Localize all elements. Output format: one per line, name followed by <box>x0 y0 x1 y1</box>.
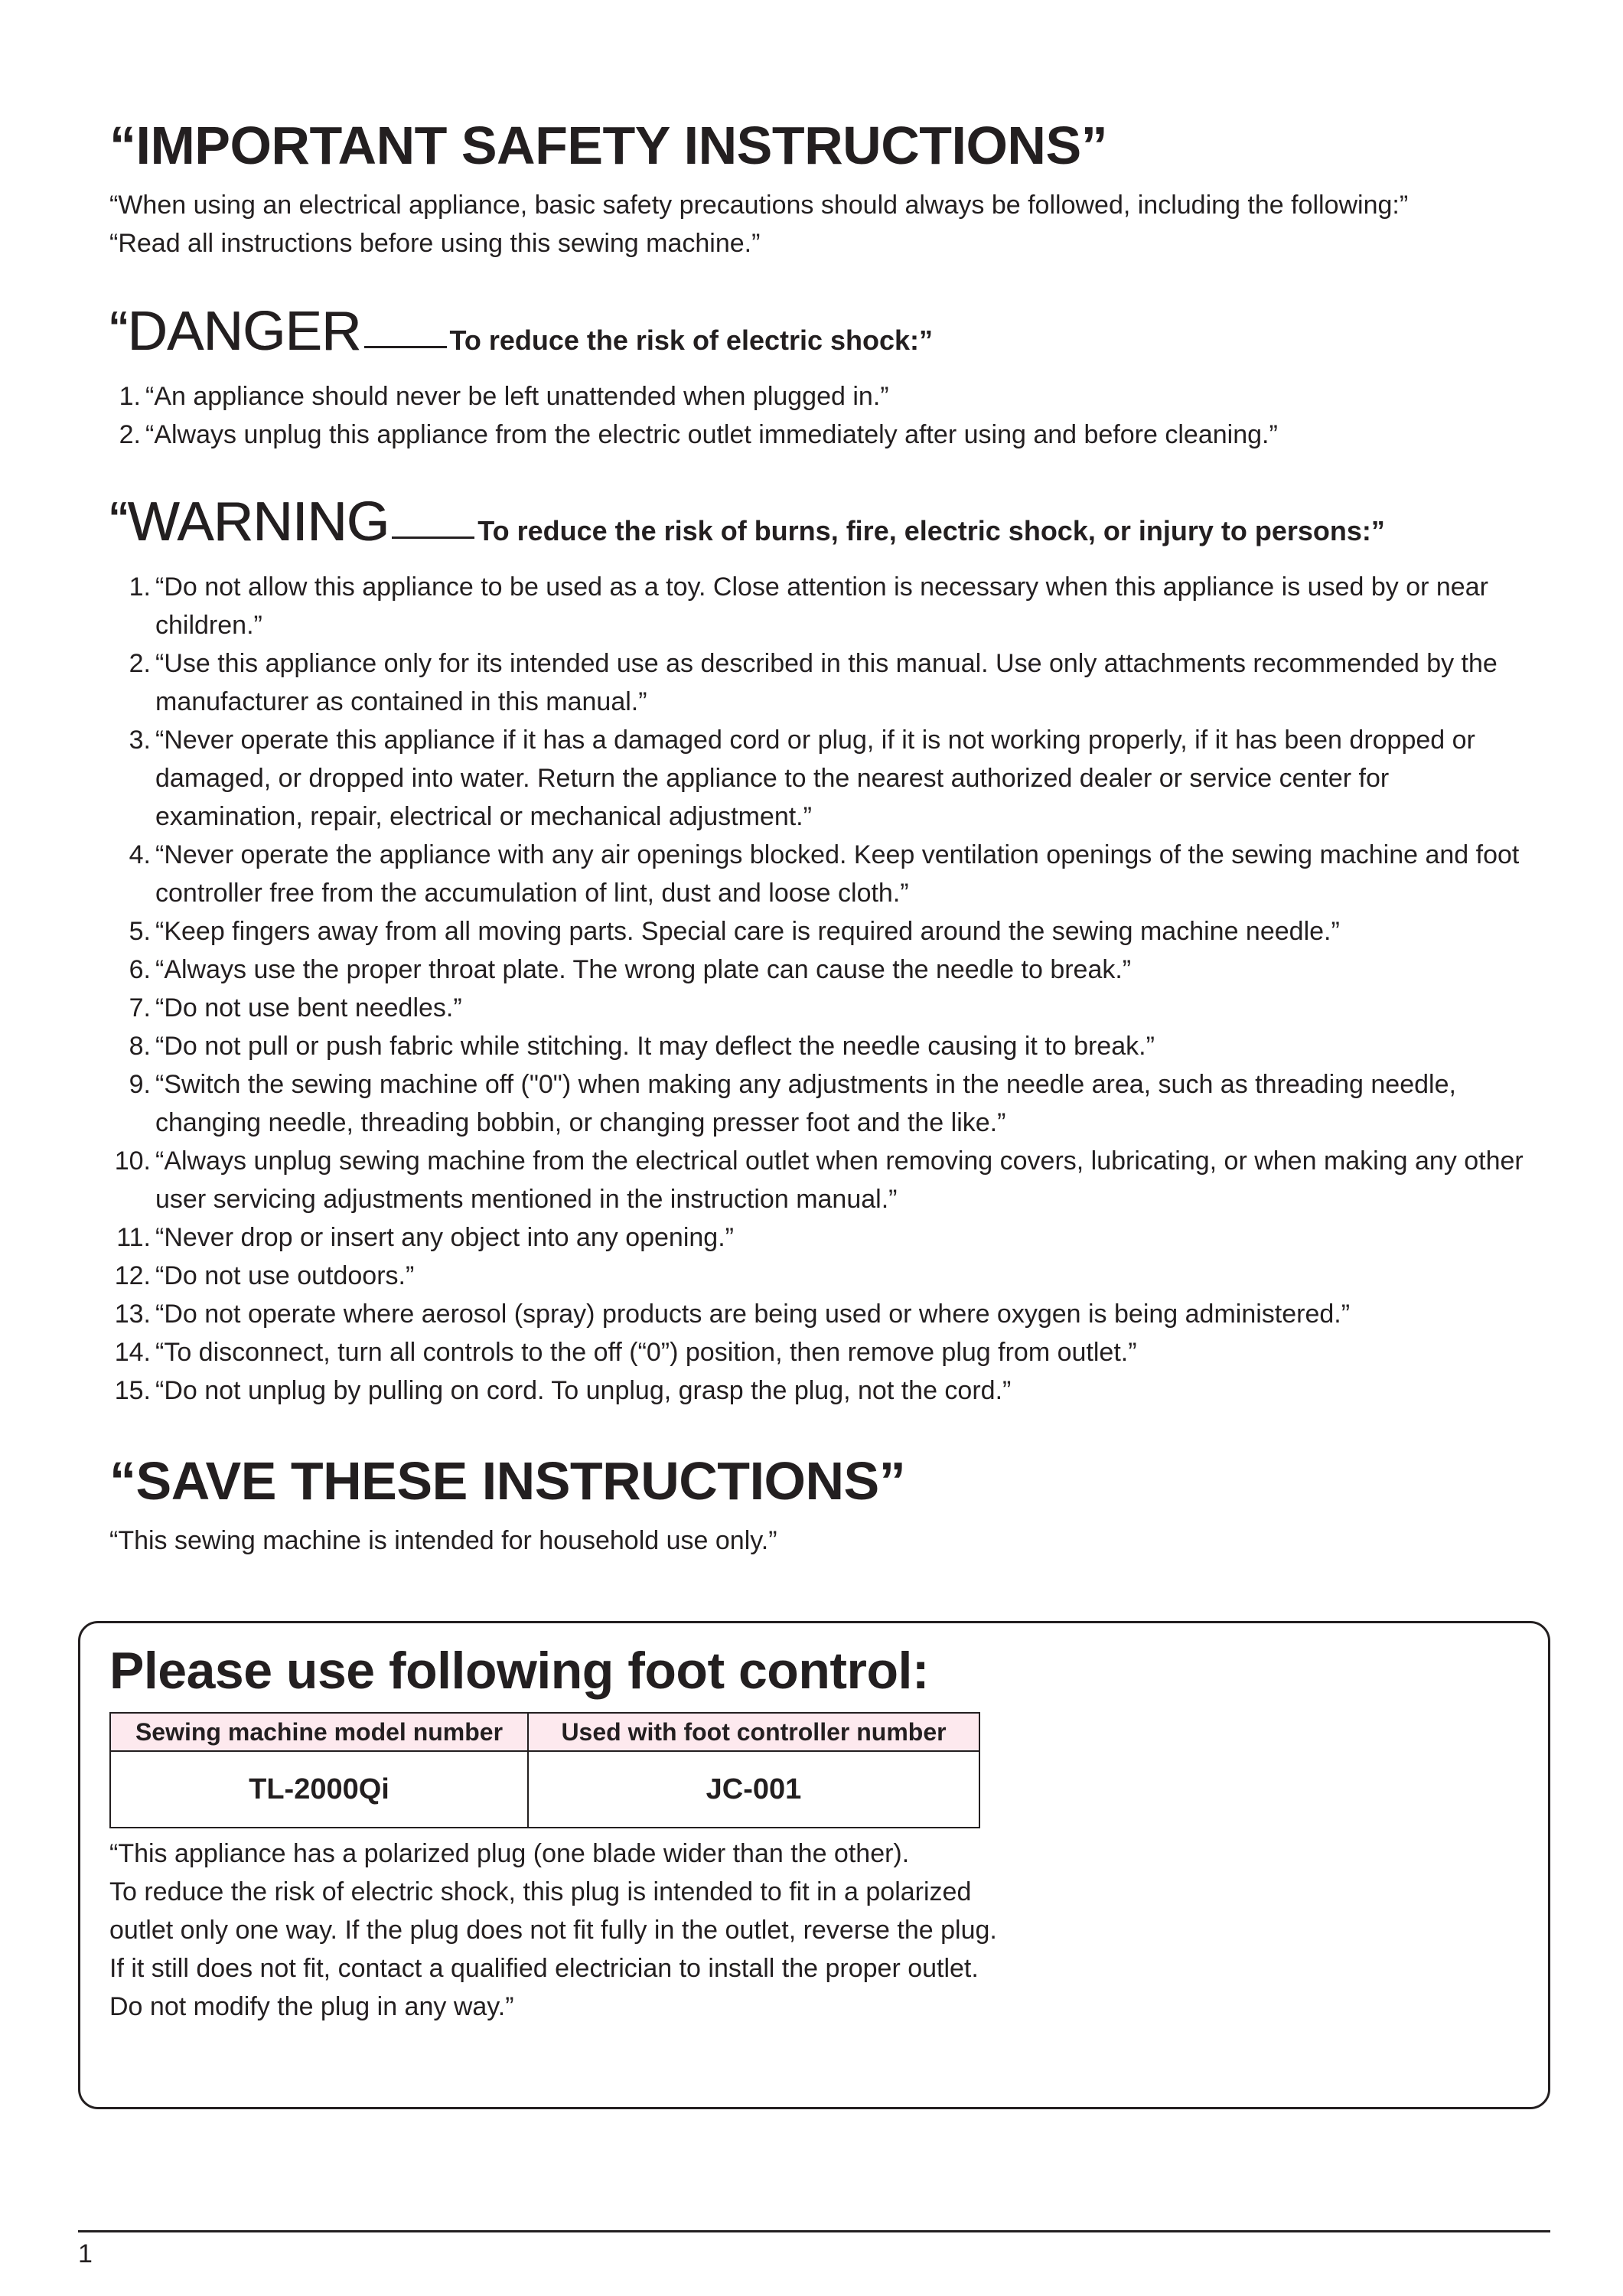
list-item <box>109 1218 1533 1257</box>
warning-heading <box>109 491 1385 553</box>
intro-text <box>109 186 1408 263</box>
item-text: “Always unplug sewing machine from the electrical outlet when removing covers, lubricating, or when making any other user servicing adjustments mentioned in the instruction manual.” <box>155 1146 1524 1214</box>
page-title: “IMPORTANT SAFETY INSTRUCTIONS” <box>109 116 1108 175</box>
table-row <box>110 1751 979 1828</box>
danger-heading <box>109 300 933 363</box>
item-number: 2. <box>119 420 141 449</box>
note-line: To reduce the risk of electric shock, this plug is intended to fit in a polarized <box>109 1877 972 1906</box>
intro-line: “When using an electrical appliance, basic safety precautions should always be followed, including the following:” <box>109 191 1409 220</box>
item-text: “An appliance should never be left unattended when plugged in.” <box>145 382 889 411</box>
danger-subtitle: To reduce the risk of electric shock:” <box>449 325 934 356</box>
item-number: 2. <box>129 649 151 678</box>
item-number: 6. <box>129 955 151 984</box>
item-text: “To disconnect, turn all controls to the off (“0”) position, then remove plug from outlet.” <box>155 1338 1137 1367</box>
item-text: “Never operate the appliance with any air openings blocked. Keep ventilation openings of the sewing machine and foot controller free from the accumulation of lint, dust and loose cloth.” <box>155 840 1520 908</box>
heading-rule <box>364 346 447 348</box>
list-item <box>109 1142 1533 1218</box>
item-text: “Do not allow this appliance to be used as a toy. Close attention is necessary when this appliance is used by or near children.” <box>155 572 1488 640</box>
item-number: 15. <box>114 1376 151 1405</box>
note-line: Do not modify the plug in any way.” <box>109 1992 514 2021</box>
model-number-cell: TL-2000Qi <box>110 1751 528 1828</box>
item-text: “Never operate this appliance if it has a damaged cord or plug, if it is not working properly, if it has been dropped or damaged, or dropped into water. Return the appliance to the nearest authorized dealer or service center for examination, repair, electrical or mechanical adjustment.” <box>155 726 1475 831</box>
note-line: “This appliance has a polarized plug (one blade wider than the other). <box>109 1839 910 1868</box>
item-number: 13. <box>114 1300 151 1329</box>
list-item <box>109 951 1533 989</box>
item-text: “Do not pull or push fabric while stitching. It may deflect the needle causing it to break.” <box>155 1032 1155 1061</box>
list-item <box>99 377 1523 416</box>
item-text: “Do not operate where aerosol (spray) products are being used or where oxygen is being administered.” <box>155 1300 1351 1329</box>
list-item <box>109 836 1533 912</box>
save-text: “This sewing machine is intended for household use only.” <box>109 1526 777 1555</box>
item-number: 1. <box>119 382 141 411</box>
list-item <box>109 989 1533 1027</box>
list-item <box>109 1257 1533 1295</box>
danger-list <box>99 377 1523 454</box>
controller-number-cell: JC-001 <box>528 1751 979 1828</box>
footer-rule <box>78 2230 1550 2232</box>
item-text: “Do not use outdoors.” <box>155 1261 415 1290</box>
item-number: 7. <box>129 993 151 1022</box>
item-number: 10. <box>114 1146 151 1176</box>
foot-control-table <box>109 1712 980 1828</box>
item-number: 3. <box>129 726 151 755</box>
foot-control-title: Please use following foot control: <box>109 1642 930 1700</box>
item-number: 11. <box>116 1223 151 1252</box>
note-line: outlet only one way. If the plug does not fit fully in the outlet, reverse the plug. <box>109 1916 997 1945</box>
item-text: “Do not use bent needles.” <box>155 993 462 1022</box>
list-item <box>109 568 1533 644</box>
item-number: 1. <box>129 572 151 602</box>
heading-rule <box>392 536 474 539</box>
item-number: 9. <box>129 1070 151 1099</box>
warning-list <box>109 568 1533 1410</box>
intro-line: “Read all instructions before using this sewing machine.” <box>109 229 761 258</box>
item-text: “Never drop or insert any object into any opening.” <box>155 1223 734 1252</box>
list-item <box>109 1065 1533 1142</box>
list-item <box>109 1027 1533 1065</box>
note-line: If it still does not fit, contact a qualified electrician to install the proper outlet. <box>109 1954 979 1983</box>
list-item <box>109 912 1533 951</box>
table-header: Sewing machine model number <box>110 1713 528 1751</box>
item-text: “Switch the sewing machine off ("0") when making any adjustments in the needle area, such as threading needle, changing needle, threading bobbin, or changing presser foot and the like.” <box>155 1070 1456 1137</box>
warning-word: “WARNING <box>109 491 389 553</box>
item-number: 8. <box>129 1032 151 1061</box>
table-header: Used with foot controller number <box>528 1713 979 1751</box>
list-item <box>109 1371 1533 1410</box>
page-number: 1 <box>78 2239 93 2268</box>
danger-word: “DANGER <box>109 301 361 362</box>
list-item <box>99 416 1523 454</box>
item-text: “Always use the proper throat plate. The wrong plate can cause the needle to break.” <box>155 955 1132 984</box>
item-number: 14. <box>114 1338 151 1367</box>
warning-subtitle: To reduce the risk of burns, fire, electric shock, or injury to persons:” <box>477 515 1385 546</box>
item-text: “Do not unplug by pulling on cord. To unplug, grasp the plug, not the cord.” <box>155 1376 1012 1405</box>
save-title: “SAVE THESE INSTRUCTIONS” <box>109 1451 906 1511</box>
list-item <box>109 1295 1533 1333</box>
list-item <box>109 644 1533 721</box>
item-number: 4. <box>129 840 151 869</box>
list-item <box>109 1333 1533 1371</box>
item-number: 12. <box>114 1261 151 1290</box>
polarized-plug-note <box>109 1835 997 2026</box>
list-item <box>109 721 1533 836</box>
item-text: “Keep fingers away from all moving parts. Special care is required around the sewing machine needle.” <box>155 917 1340 946</box>
item-text: “Use this appliance only for its intended use as described in this manual. Use only attachments recommended by the manufacturer as contained in this manual.” <box>155 649 1498 716</box>
item-text: “Always unplug this appliance from the electric outlet immediately after using and before cleaning.” <box>145 420 1278 449</box>
item-number: 5. <box>129 917 151 946</box>
